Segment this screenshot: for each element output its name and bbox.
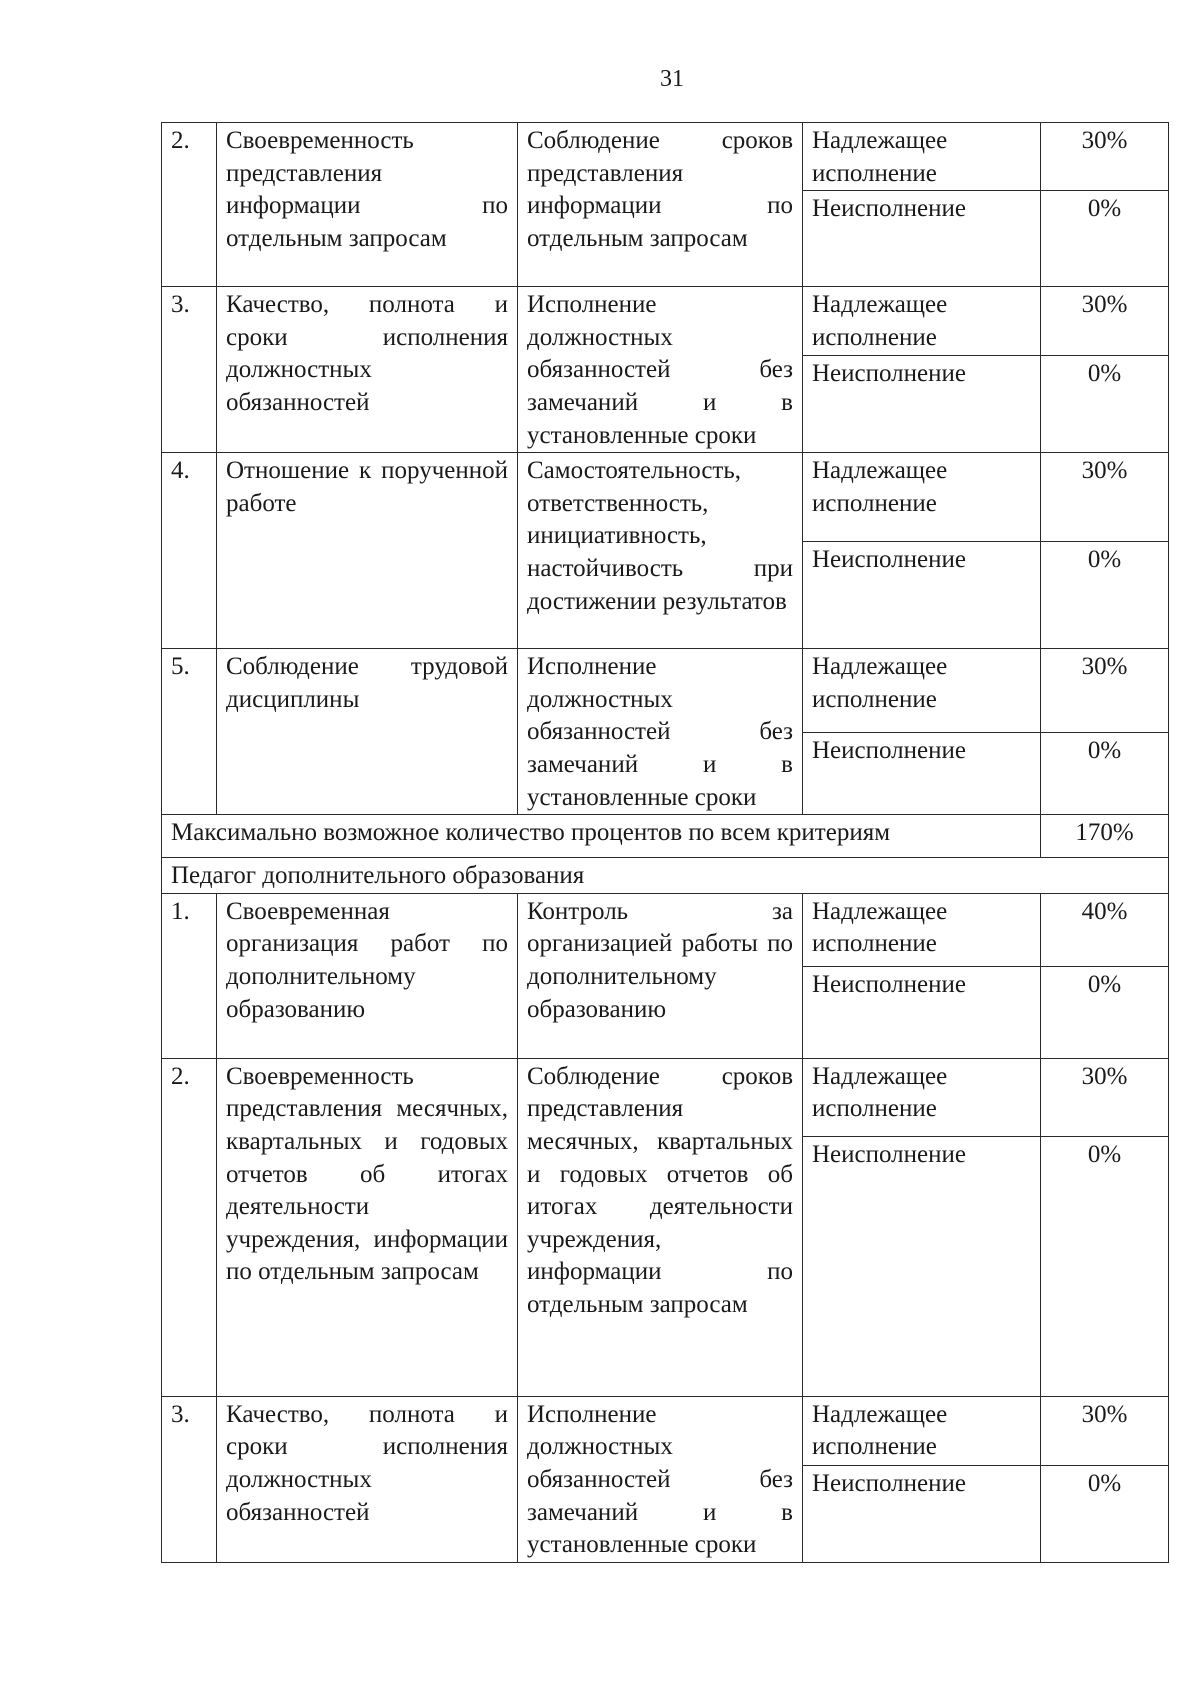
section-row	[162, 858, 1169, 894]
outcome-label: Неисполнение	[803, 732, 1041, 814]
outcome-value: 0%	[1041, 542, 1169, 649]
outcome-label: Надлежащее исполнение	[803, 1058, 1041, 1136]
outcome-value: 0%	[1041, 191, 1169, 287]
indicator-cell: Соблюдение сроков представления информации по отдельным запросам	[518, 123, 803, 287]
outcome-value: 0%	[1041, 356, 1169, 453]
row-number: 3.	[162, 287, 217, 453]
row-number: 4.	[162, 453, 217, 649]
page-number: 31	[660, 66, 684, 92]
outcome-label: Надлежащее исполнение	[803, 287, 1041, 356]
outcome-value: 30%	[1041, 453, 1169, 542]
indicator-cell: Исполнение должностных обязанностей без замечаний и в установленные сроки	[518, 649, 803, 815]
outcome-value: 30%	[1041, 287, 1169, 356]
criterion-cell: Качество, полнота и сроки исполнения должностных обязанностей	[217, 287, 518, 453]
indicator-cell: Контроль за организацией работы по дополнительному образованию	[518, 893, 803, 1058]
outcome-label: Надлежащее исполнение	[803, 1396, 1041, 1465]
outcome-value: 30%	[1041, 649, 1169, 732]
indicator-cell: Соблюдение сроков представления месячных, квартальных и годовых отчетов об итогах деятельности учреждения, информации по отдельным запросам	[518, 1058, 803, 1396]
outcome-value: 0%	[1041, 732, 1169, 814]
outcome-label: Неисполнение	[803, 966, 1041, 1058]
table-row	[162, 287, 1169, 356]
section-title: Педагог дополнительного образования	[162, 858, 1169, 894]
row-number: 2.	[162, 1058, 217, 1396]
outcome-label: Неисполнение	[803, 542, 1041, 649]
table-row	[162, 1058, 1169, 1136]
table-row	[162, 453, 1169, 542]
criterion-cell: Своевременность представления информации по отдельным запросам	[217, 123, 518, 287]
table-row	[162, 1396, 1169, 1465]
outcome-label: Неисполнение	[803, 1136, 1041, 1396]
outcome-value: 30%	[1041, 1058, 1169, 1136]
outcome-value: 30%	[1041, 123, 1169, 191]
criterion-cell: Своевременность представления месячных, квартальных и годовых отчетов об итогах деятельности учреждения, информации по отдельным запросам	[217, 1058, 518, 1396]
outcome-label: Неисполнение	[803, 1466, 1041, 1563]
table-row	[162, 893, 1169, 966]
row-number: 2.	[162, 123, 217, 287]
outcome-label: Неисполнение	[803, 191, 1041, 287]
outcome-value: 40%	[1041, 893, 1169, 966]
table-row	[162, 123, 1169, 191]
row-number: 3.	[162, 1396, 217, 1562]
outcome-value: 0%	[1041, 1136, 1169, 1396]
indicator-cell: Исполнение должностных обязанностей без замечаний и в установленные сроки	[518, 287, 803, 453]
outcome-value: 0%	[1041, 966, 1169, 1058]
outcome-value: 30%	[1041, 1396, 1169, 1465]
criteria-table	[161, 122, 1169, 1563]
total-label: Максимально возможное количество процентов по всем критериям	[162, 815, 1041, 858]
criterion-cell: Соблюдение трудовой дисциплины	[217, 649, 518, 815]
criterion-cell: Отношение к порученной работе	[217, 453, 518, 649]
table-row	[162, 649, 1169, 732]
indicator-cell: Исполнение должностных обязанностей без замечаний и в установленные сроки	[518, 1396, 803, 1562]
outcome-label: Надлежащее исполнение	[803, 893, 1041, 966]
outcome-label: Неисполнение	[803, 356, 1041, 453]
outcome-label: Надлежащее исполнение	[803, 453, 1041, 542]
row-number: 1.	[162, 893, 217, 1058]
total-value: 170%	[1041, 815, 1169, 858]
outcome-label: Надлежащее исполнение	[803, 123, 1041, 191]
outcome-value: 0%	[1041, 1466, 1169, 1563]
criterion-cell: Своевременная организация работ по дополнительному образованию	[217, 893, 518, 1058]
outcome-label: Надлежащее исполнение	[803, 649, 1041, 732]
total-row	[162, 815, 1169, 858]
criterion-cell: Качество, полнота и сроки исполнения должностных обязанностей	[217, 1396, 518, 1562]
row-number: 5.	[162, 649, 217, 815]
indicator-cell: Самостоятельность, ответственность, инициативность, настойчивость при достижении результатов	[518, 453, 803, 649]
